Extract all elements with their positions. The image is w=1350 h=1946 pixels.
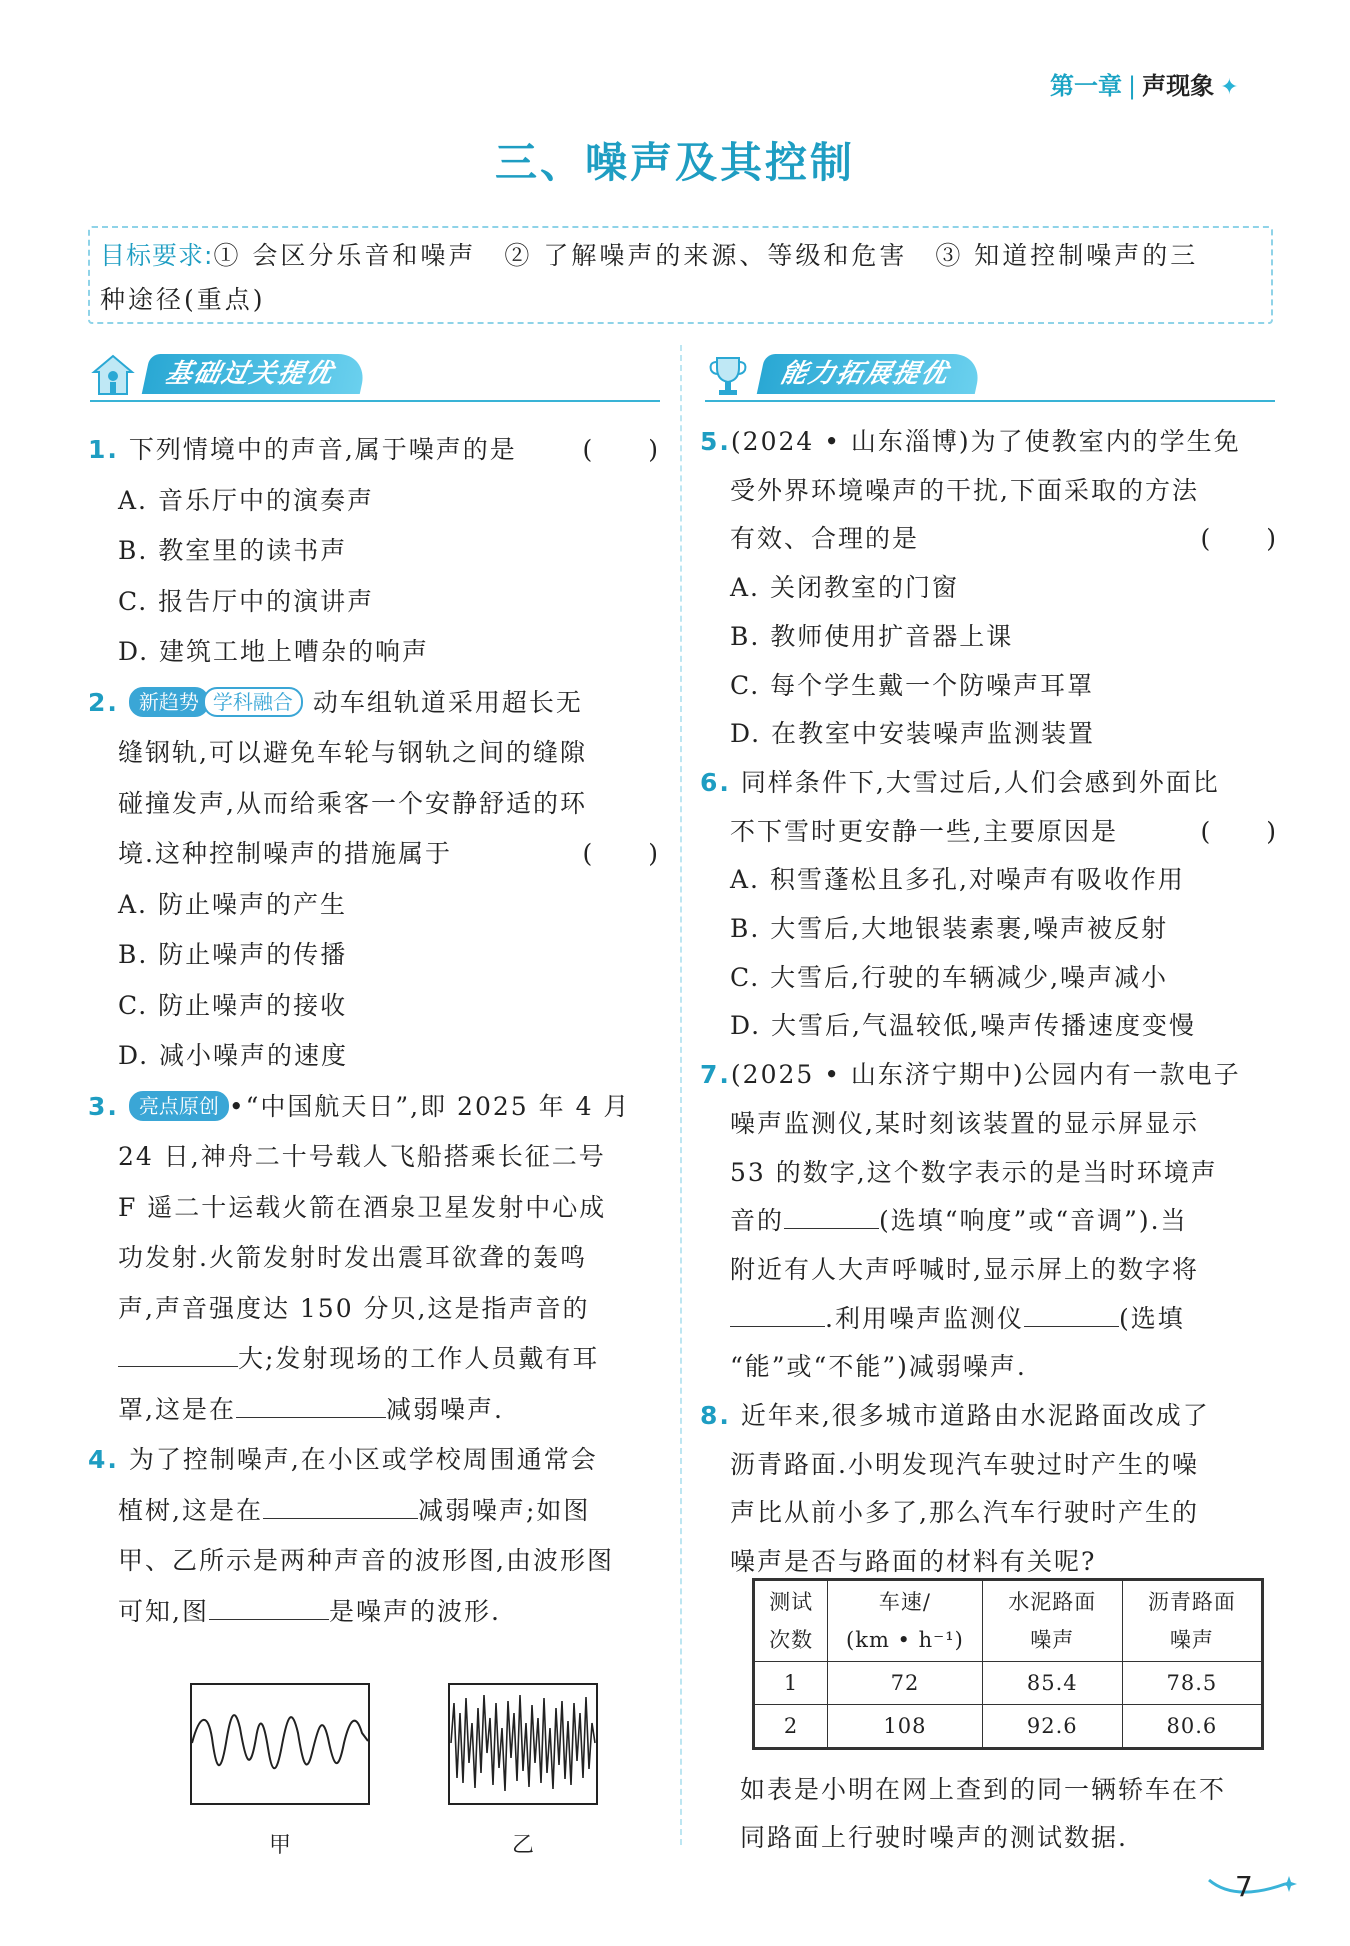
table-row (754, 1662, 1263, 1705)
option-a: A. 积雪蓬松且多孔,对噪声有吸收作用 (730, 865, 1185, 895)
question-line: 24 日,神舟二十号载人飞船搭乘长征二号 (118, 1142, 606, 1171)
question-line: 是噪声的波形. (328, 1596, 501, 1626)
question-line: 甲、乙所示是两种声音的波形图,由波形图 (118, 1546, 614, 1575)
table-cell: 108 (828, 1705, 983, 1749)
answer-paren: ( ) (1200, 816, 1278, 846)
option-a: A. 关闭教室的门窗 (730, 573, 959, 603)
question-line: 沥青路面.小明发现汽车驶过时产生的噪 (730, 1449, 1199, 1479)
question-line: 缝钢轨,可以避免车轮与钢轨之间的缝隙 (118, 738, 587, 767)
option-c: C. 每个学生戴一个防噪声耳罩 (730, 670, 1095, 700)
option-b: B. 教师使用扩音器上课 (730, 621, 1014, 651)
question-1 (88, 425, 660, 1637)
question-line: 同路面上行驶时噪声的测试数据. (740, 1823, 1128, 1852)
option-b: B. 教室里的读书声 (118, 536, 348, 565)
question-number: 5. (700, 427, 731, 456)
table-cell: 85.4 (982, 1662, 1122, 1705)
option-d: D. 在教室中安装噪声监测装置 (730, 719, 1096, 749)
answer-blank[interactable] (209, 1590, 329, 1620)
table-cell: 92.6 (982, 1705, 1122, 1749)
table-cell: 72 (828, 1662, 983, 1705)
option-d: D. 大雪后,气温较低,噪声传播速度变慢 (730, 1011, 1196, 1041)
question-8-after-table (740, 1766, 1280, 1862)
question-number: 8. (700, 1401, 731, 1431)
question-number: 3. (88, 1091, 119, 1121)
table-header-cell: 水泥路面 噪声 (982, 1580, 1122, 1662)
question-line: 为了控制噪声,在小区或学校周围通常会 (128, 1445, 598, 1474)
chapter-header (1050, 66, 1239, 101)
question-line: 植树,这是在 (118, 1495, 263, 1525)
goal-label: 目标要求: (100, 241, 214, 270)
waveform-b (448, 1683, 598, 1805)
waveform-a (190, 1683, 370, 1805)
trophy-icon (705, 352, 751, 398)
question-line: 噪声是否与路面的材料有关呢? (730, 1547, 1097, 1577)
goal-box (88, 226, 1273, 324)
answer-blank[interactable] (730, 1297, 825, 1327)
question-line: (2025 • 山东济宁期中)公园内有一款电子 (730, 1060, 1241, 1090)
table-cell: 2 (754, 1705, 828, 1749)
question-line: 动车组轨道采用超长无 (312, 687, 583, 717)
question-line: 有效、合理的是 (730, 524, 920, 554)
question-line: .利用噪声监测仪 (825, 1303, 1024, 1333)
option-c: C. 报告厅中的演讲声 (118, 586, 375, 616)
option-c: C. 防止噪声的接收 (118, 990, 348, 1020)
answer-paren: ( ) (582, 839, 660, 868)
page-number: 7 (1235, 1870, 1253, 1903)
house-icon (90, 352, 136, 398)
sparkle-icon: ✦ (1220, 75, 1239, 100)
goal-line-1: ① 会区分乐音和噪声 ② 了解噪声的来源、等级和危害 ③ 知道控制噪声的三 (213, 241, 1199, 270)
question-number: 1. (88, 435, 119, 464)
question-line: (2024 • 山东淄博)为了使教室内的学生免 (730, 427, 1241, 456)
question-number: 4. (88, 1445, 119, 1474)
question-line: 近年来,很多城市道路由水泥路面改成了 (740, 1401, 1210, 1431)
question-line: 不下雪时更安静一些,主要原因是 (730, 816, 1118, 846)
chapter-label: 第一章 (1050, 72, 1122, 100)
option-c: C. 大雪后,行驶的车辆减少,噪声减小 (730, 962, 1169, 992)
option-b: B. 防止噪声的传播 (118, 940, 348, 969)
question-line: 53 的数字,这个数字表示的是当时环境声 (730, 1157, 1218, 1187)
question-line: 可知,图 (118, 1596, 209, 1626)
question-line: 声比从前小多了,那么汽车行驶时产生的 (730, 1498, 1199, 1528)
question-line: 噪声监测仪,某时刻该装置的显示屏显示 (730, 1108, 1199, 1138)
question-line: 同样条件下,大雪过后,人们会感到外面比 (740, 767, 1220, 797)
question-line: 附近有人大声呼喊时,显示屏上的数字将 (730, 1254, 1199, 1284)
table-header-row (754, 1580, 1263, 1662)
answer-paren: ( ) (582, 435, 660, 464)
answer-blank[interactable] (263, 1489, 418, 1519)
badge-original: 亮点原创 (129, 1091, 229, 1121)
answer-paren: ( ) (1200, 524, 1278, 554)
option-d: D. 减小噪声的速度 (118, 1041, 349, 1070)
question-line: 如表是小明在网上查到的同一辆轿车在不 (740, 1775, 1227, 1804)
question-number: 7. (700, 1060, 731, 1090)
section-header-advanced (705, 352, 1275, 402)
question-line: (选填 (1118, 1303, 1185, 1333)
question-number: 2. (88, 687, 119, 717)
question-line: 受外界环境噪声的干扰,下面采取的方法 (730, 475, 1199, 505)
page-title: 三、噪声及其控制 (494, 138, 855, 187)
table-cell: 78.5 (1122, 1662, 1262, 1705)
question-stem: 下列情境中的声音,属于噪声的是 (128, 435, 517, 464)
badge-new-trend: 新趋势 (129, 687, 209, 717)
table-cell: 80.6 (1122, 1705, 1262, 1749)
question-line: F 遥二十运载火箭在酒泉卫星发射中心成 (118, 1192, 607, 1222)
right-column (700, 418, 1278, 1587)
question-number: 6. (700, 767, 731, 797)
figure-label-b: 乙 (511, 1833, 534, 1858)
question-line: 减弱噪声;如图 (417, 1495, 591, 1525)
answer-blank[interactable] (784, 1199, 879, 1229)
table-header-cell: 沥青路面 噪声 (1122, 1580, 1262, 1662)
question-line: •“中国航天日”,即 2025 年 4 月 (228, 1091, 631, 1121)
table-cell: 1 (754, 1662, 828, 1705)
answer-blank[interactable] (118, 1337, 238, 1367)
answer-blank[interactable] (236, 1388, 386, 1418)
question-line: 声,声音强度达 150 分贝,这是指声音的 (118, 1293, 590, 1323)
option-a: A. 音乐厅中的演奏声 (118, 485, 374, 515)
option-a: A. 防止噪声的产生 (118, 889, 347, 919)
question-line: 碰撞发声,从而给乘客一个安静舒适的环 (118, 788, 587, 818)
section-label: 声现象 (1142, 72, 1215, 100)
table-row (754, 1705, 1263, 1749)
answer-blank[interactable] (1024, 1297, 1119, 1327)
goal-line-2: 种途径(重点) (100, 285, 266, 314)
table-header-cell: 测试 次数 (754, 1580, 828, 1662)
question-line: 音的 (730, 1206, 785, 1236)
figure-label-a: 甲 (268, 1833, 291, 1858)
question-line: 减弱噪声. (385, 1394, 504, 1424)
section-title-advanced: 能力拓展提优 (757, 354, 984, 394)
question-line: 罩,这是在 (118, 1394, 236, 1424)
option-d: D. 建筑工地上嘈杂的响声 (118, 637, 430, 666)
section-title-basic: 基础过关提优 (142, 354, 369, 394)
option-b: B. 大雪后,大地银装素裹,噪声被反射 (730, 914, 1169, 944)
question-line: (选填“响度”或“音调”).当 (879, 1206, 1188, 1236)
question-line: 大;发射现场的工作人员戴有耳 (238, 1344, 600, 1373)
column-divider (680, 345, 682, 1845)
question-line: 功发射.火箭发射时发出震耳欲聋的轰鸣 (118, 1243, 587, 1272)
question-line: “能”或“不能”)减弱噪声. (730, 1352, 1027, 1382)
chapter-separator: | (1128, 72, 1137, 100)
section-header-basic (90, 352, 660, 402)
table-header-cell: 车速/ (km • h⁻¹) (828, 1580, 983, 1662)
question-line: 境.这种控制噪声的措施属于 (118, 839, 452, 868)
badge-subject-fusion: 学科融合 (203, 687, 303, 717)
noise-data-table (752, 1578, 1264, 1750)
